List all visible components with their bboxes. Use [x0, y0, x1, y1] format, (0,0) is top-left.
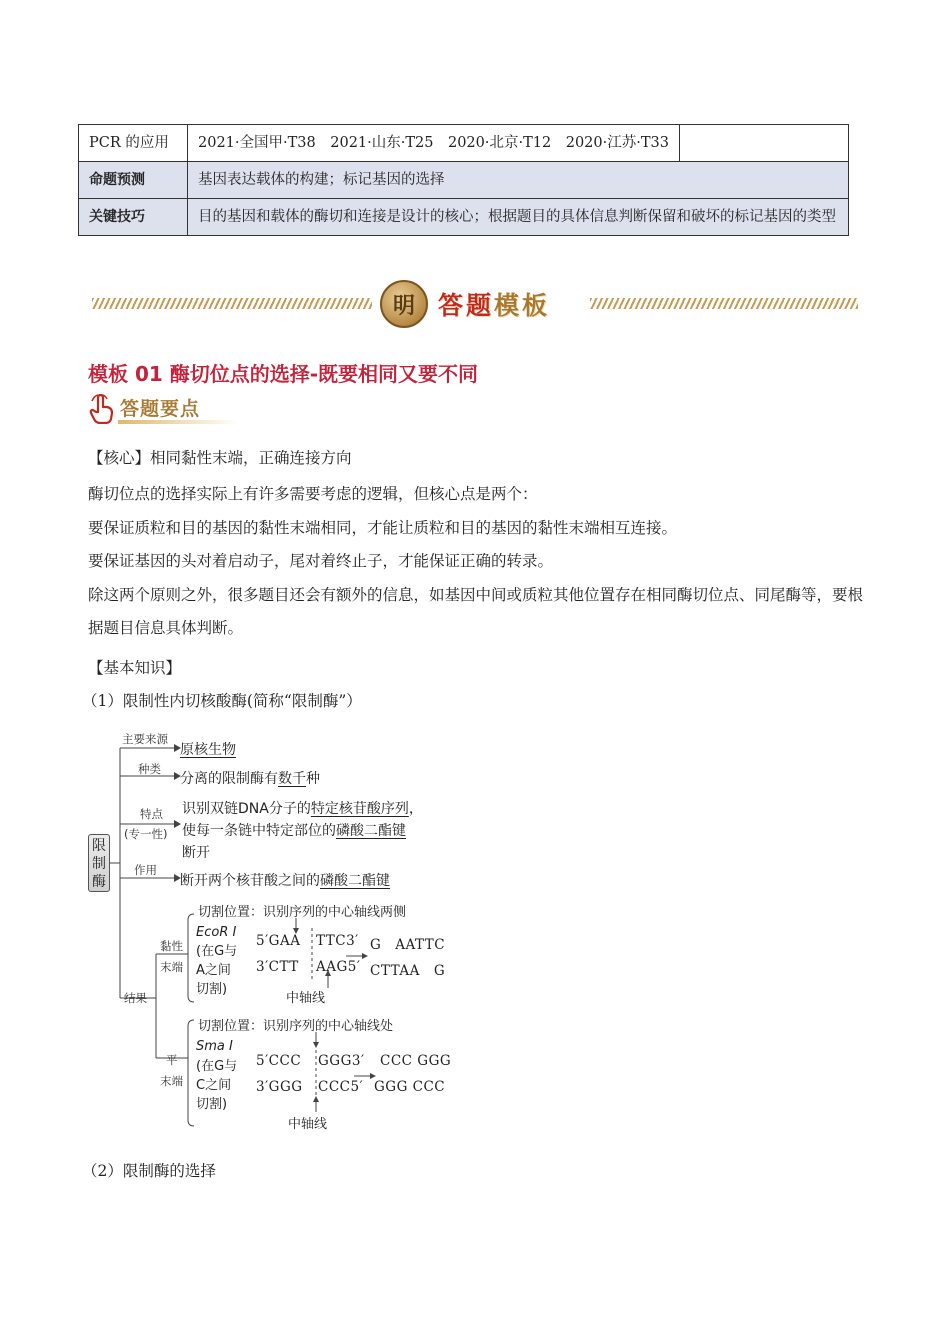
table-row — [79, 125, 849, 162]
item-2-heading: （2）限制酶的选择 — [82, 1162, 216, 1180]
key-points-subhead — [88, 392, 248, 426]
text-sma-name: Sma Ⅰ — [196, 1039, 233, 1054]
table-row — [79, 162, 849, 199]
seq-sma-top-left: 5′CCC — [256, 1053, 302, 1069]
paragraph-2: 要保证质粒和目的基因的黏性末端相同，才能让质粒和目的基因的黏性末端相互连接。 — [88, 519, 678, 537]
seq-sma-bottom-left: 3′GGG — [256, 1079, 303, 1095]
text-feature-line1 — [182, 798, 423, 818]
table-row — [79, 199, 849, 236]
paragraph-3: 要保证基因的头对着启动子，尾对着终止子，才能保证正确的转录。 — [88, 552, 554, 570]
label-action: 作用 — [134, 863, 157, 877]
seq-ecor-bottom-left: 3′CTT — [256, 959, 299, 975]
table-label-prediction: 命题预测 — [79, 162, 188, 199]
label-source: 主要来源 — [122, 732, 168, 746]
seq-sma-top-right: GGG3′ — [318, 1053, 365, 1069]
label-kinds: 种类 — [138, 762, 161, 776]
label-axis-blunt: 中轴线 — [288, 1117, 328, 1132]
text-feature-1a: 识别双链DNA分子的 — [182, 801, 311, 817]
seq-sma-product-bottom: GGG CCC — [374, 1079, 446, 1095]
banner-title — [438, 286, 550, 322]
seq-ecor-top-right: TTC3′ — [316, 933, 359, 949]
text-sma-note3: 切割) — [196, 1097, 228, 1112]
text-kinds — [180, 768, 320, 788]
text-feature-2b: 磷酸二酯键 — [336, 823, 406, 839]
text-ecor-name: EcoR Ⅰ — [196, 925, 237, 940]
banner-badge-text: 明 — [392, 293, 415, 319]
text-feature-1c: ， — [408, 801, 423, 817]
text-kinds-b: 数千 — [278, 771, 306, 787]
paragraph-4: 除这两个原则之外，很多题目还会有额外的信息，如基因中间或质粒其他位置存在相同酶切位点、同尾酶等，要根据题目信息具体判断。 — [88, 586, 864, 637]
label-result: 结果 — [124, 991, 147, 1005]
table-content-pcr: 2021·全国甲·T38 2021·山东·T25 2020·北京·T12 2020·江苏·T33 — [188, 125, 680, 162]
template-title: 模板 01 酶切位点的选择-既要相同又要不同 — [88, 362, 479, 386]
info-table — [78, 124, 849, 236]
text-sticky-cut: 切割位置：识别序列的中心轴线两侧 — [198, 905, 407, 920]
subhead-text: 答题要点 — [120, 398, 201, 420]
label-axis-sticky: 中轴线 — [286, 991, 326, 1006]
diagram-root-box: 限制酶 — [88, 834, 110, 892]
seq-ecor-product-top: G AATTC — [370, 937, 446, 953]
table-content-prediction: 基因表达载体的构建；标记基因的选择 — [188, 162, 849, 199]
text-action-b: 磷酸二酯键 — [320, 873, 390, 889]
banner-hatch-left — [92, 298, 372, 309]
banner-title-part-b: 模板 — [494, 291, 551, 320]
label-blunt-1: 平 — [166, 1053, 178, 1067]
banner-title-part-a: 答题 — [438, 291, 495, 320]
label-feature-2: (专一性) — [124, 827, 168, 841]
text-blunt-cut: 切割位置：识别序列的中心轴线处 — [198, 1019, 394, 1034]
banner-hatch-right — [590, 298, 858, 309]
text-sma-note1: (在G与 — [196, 1059, 238, 1074]
item-1-heading: （1）限制性内切核酸酶(简称“限制酶”） — [82, 692, 362, 710]
table-content-skills: 目的基因和载体的酶切和连接是设计的核心；根据题目的具体信息判断保留和破坏的标记基因的类型 — [188, 199, 849, 236]
text-kinds-a: 分离的限制酶有 — [180, 771, 278, 787]
text-ecor-note3: 切割) — [196, 982, 228, 997]
table-empty-cell — [680, 125, 849, 162]
text-action — [180, 870, 390, 890]
text-kinds-c: 种 — [306, 771, 320, 787]
text-ecor-note2: A之间 — [196, 963, 231, 978]
text-source: 原核生物 — [180, 742, 236, 758]
text-feature-2a: 使每一条链中特定部位的 — [182, 823, 336, 839]
text-feature-line3: 断开 — [182, 845, 210, 861]
seq-sma-bottom-right: CCC5′ — [318, 1079, 364, 1095]
paragraph-1: 酶切位点的选择实际上有许多需要考虑的逻辑，但核心点是两个： — [88, 485, 538, 503]
basic-knowledge-heading: 【基本知识】 — [88, 659, 182, 677]
text-action-a: 断开两个核苷酸之间的 — [180, 873, 320, 889]
text-sma-note2: C之间 — [196, 1078, 232, 1093]
restriction-enzyme-diagram — [84, 728, 464, 1148]
seq-sma-product-top: CCC GGG — [380, 1053, 452, 1069]
table-label-pcr: PCR 的应用 — [79, 125, 188, 162]
seq-ecor-bottom-right: AAG5′ — [316, 959, 361, 975]
label-sticky-2: 末端 — [160, 960, 183, 974]
table-label-skills: 关键技巧 — [79, 199, 188, 236]
seq-ecor-product-bottom: CTTAA G — [370, 963, 446, 979]
label-feature: 特点 — [140, 807, 163, 821]
pointing-hand-icon — [88, 394, 116, 424]
label-blunt-2: 末端 — [160, 1074, 183, 1088]
core-line: 【核心】相同黏性末端，正确连接方向 — [88, 449, 352, 467]
seq-ecor-top-left: 5′GAA — [256, 933, 301, 949]
text-feature-line2 — [182, 820, 406, 840]
label-sticky-1: 黏性 — [160, 939, 183, 953]
text-ecor-note1: (在G与 — [196, 944, 238, 959]
text-feature-1b: 特定核苷酸序列 — [310, 801, 409, 817]
banner-badge-icon — [380, 280, 428, 328]
answer-template-banner — [92, 280, 858, 328]
